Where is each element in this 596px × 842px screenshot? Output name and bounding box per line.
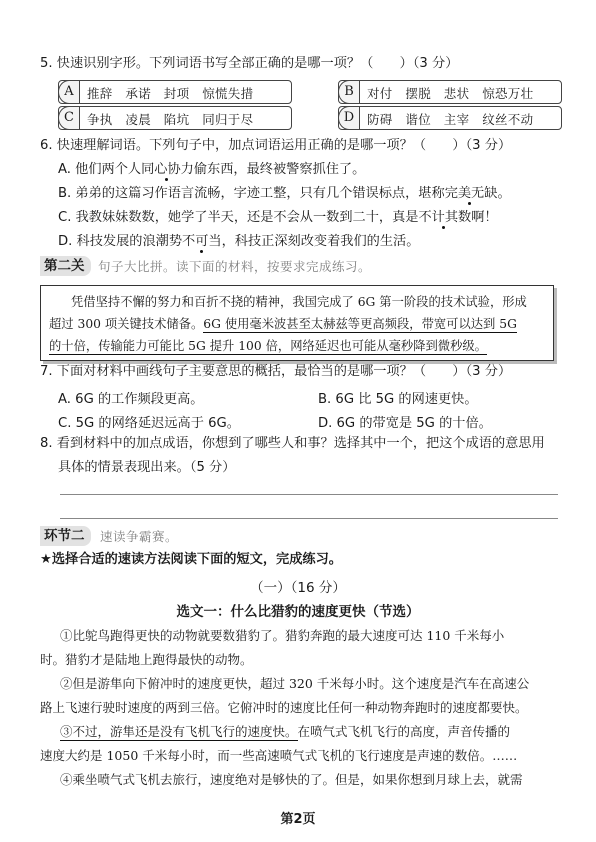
section-tag: 第二关 [40,256,91,276]
text: C. 我教妹妹数数，她学了半天，还是不会从一数到二十，真是 [58,210,419,225]
option-words: 争执 凌晨 陷坑 同归于尽 [87,112,254,127]
option-words: 推辞 承诺 封项 惊慌失措 [87,86,254,101]
text: A. 他们两个人 [58,162,142,177]
option-letter: C [58,106,80,130]
underlined-sentence: 的十倍，传输能力可能比 5G 提升 100 倍，网络延迟也可能从毫秒降到微秒级。 [49,339,487,353]
underlined-sentence: ③不过，游隼还是没有飞机飞行的速度快。 [60,724,298,739]
dotted-phrase: 完美无缺 [444,186,498,201]
part-heading: （一）（16 分） [250,580,346,596]
paragraph-2-line-2: 路上飞速行驶时速度的两到三倍。它俯冲时的速度比任何一种动物奔跑时的速度都要快。 [40,700,528,715]
q6-option-d[interactable] [58,233,419,251]
paragraph-4-line-1: ④乘坐喷气式飞机去旅行，速度绝对是够快的了。但是，如果你想到月球上去，就需 [60,772,523,787]
question-5: 5. 快速识别字形。下列词语书写全部正确的是哪一项？（ ）（3 分） [40,56,459,71]
material-line-1: 凭借坚持不懈的努力和百折不挠的精神，我国完成了 6G 第一阶段的技术试验，形成 [71,295,527,309]
option-letter: D [338,106,360,130]
q6-option-a[interactable] [58,161,365,179]
answer-line-2[interactable] [60,518,558,519]
section-description: 句子大比拼。读下面的材料，按要求完成练习。 [98,259,372,274]
option-words: 防碍 谐位 主宰 纹丝不动 [367,112,534,127]
dotted-phrase: 不计其数 [418,210,472,225]
paragraph-2-line-1: ②但是游隼向下俯冲时的速度更快，超过 320 千米每小时。这个速度是汽车在高速公 [60,676,530,691]
instruction: ★选择合适的速读方法阅读下面的短文，完成练习。 [40,552,342,567]
reading-material-box [40,285,554,361]
q7-option-b[interactable]: B. 6G 比 5G 的网速更快。 [318,392,478,407]
text: D. 科技发展的浪潮势 [58,234,183,249]
dotted-phrase: 不可当 [182,234,222,249]
dotted-phrase: 同心协力 [141,162,194,177]
material-line-2 [49,314,517,332]
q7-option-c[interactable]: C. 5G 的网络延迟远高于 6G。 [58,416,240,431]
q5-option-b[interactable] [338,80,562,104]
q7-option-a[interactable]: A. 6G 的工作频段更高。 [58,392,204,407]
paragraph-3-line-1 [60,722,510,740]
paragraph-3-line-2: 速度大约是 1050 千米每小时，而一些高速喷气式飞机的飞行速度是声速的数倍。…… [40,748,518,763]
answer-line-1[interactable] [60,494,558,495]
page-number: 第2页 [280,812,316,827]
question-7: 7. 下面对材料中画线句子主要意思的概括，最恰当的是哪一项？（ ）（3 分） [40,364,512,379]
q5-option-a[interactable] [58,80,292,104]
text: 在喷气式飞机飞行的高度，声音传播的 [297,724,511,739]
q6-option-c[interactable] [58,209,498,227]
q5-option-c[interactable] [58,106,292,130]
article-title: 选文一：什么比猎豹的速度更快（节选） [176,604,420,620]
text: 。 [497,186,511,201]
text: 偷东西，最终被警察抓住了。 [193,162,366,177]
text: 超过 300 项关键技术储备。 [49,317,204,331]
q5-option-d[interactable] [338,106,562,130]
option-words: 对付 摆脱 悲状 惊恐万壮 [367,86,534,101]
q6-option-b[interactable] [58,185,511,203]
text: B. 弟弟的这篇习作语言流畅，字迹工整，只有几个错误标点，堪称 [58,186,445,201]
text: 啊！ [471,210,498,225]
material-line-3 [49,336,487,354]
option-letter: A [58,80,80,104]
q5-options-row-2 [40,106,560,130]
section-tag: 环节二 [40,526,91,546]
section-description: 速读争霸赛。 [100,529,179,544]
q5-options-row-1 [40,80,560,104]
option-letter: B [338,80,360,104]
question-8-cont: 具体的情景表现出来。（5 分） [58,460,236,475]
paragraph-1-line-2: 时。猎豹才是陆地上跑得最快的动物。 [40,652,253,667]
underlined-sentence: 6G 使用毫米波甚至太赫兹等更高频段，带宽可以达到 5G [203,317,517,331]
text: ，科技正深刻改变着我们的生活。 [221,234,420,249]
question-8: 8. 看到材料中的加点成语，你想到了哪些人和事？选择其中一个，把这个成语的意思用 [40,436,545,451]
q7-option-d[interactable]: D. 6G 的带宽是 5G 的十倍。 [318,416,492,431]
paragraph-1-line-1: ①比鸵鸟跑得更快的动物就要数猎豹了。猎豹奔跑的最大速度可达 110 千米每小 [60,628,505,643]
question-6: 6. 快速理解词语。下列句子中，加点词语运用正确的是哪一项？（ ）（3 分） [40,138,512,153]
